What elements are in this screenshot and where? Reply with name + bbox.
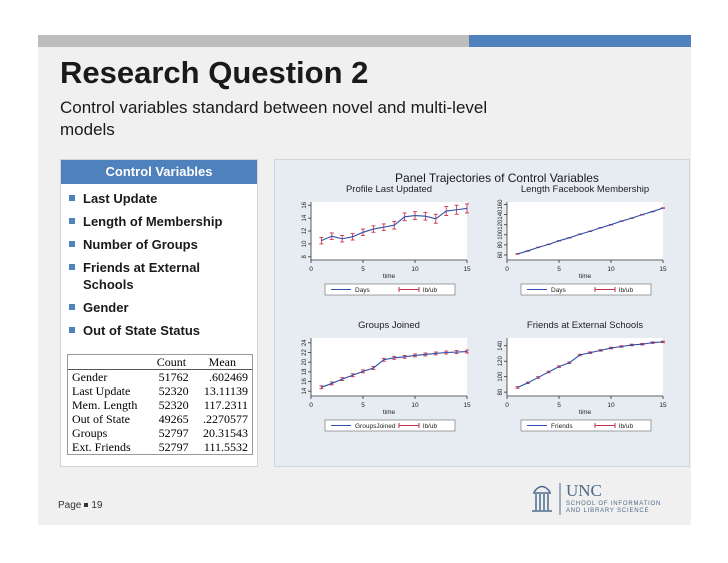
panel-title: Profile Last Updated xyxy=(345,184,433,195)
variable-cell: Out of State xyxy=(72,412,130,426)
y-tick-label: 80 xyxy=(498,388,504,396)
list-item-label: Length of Membership xyxy=(83,214,223,229)
y-tick-label: 12 xyxy=(302,227,308,235)
y-tick-label: 8 xyxy=(302,255,308,259)
legend-label: lb/ub xyxy=(423,287,438,294)
y-tick-label: 80 xyxy=(498,241,504,249)
list-item-label: Out of State Status xyxy=(83,323,201,338)
legend xyxy=(325,284,455,295)
y-tick-label: 100 xyxy=(498,371,504,382)
list-item-label: Friends at External Schools xyxy=(83,260,201,292)
logo-line1: SCHOOL OF INFORMATION xyxy=(566,501,662,507)
trajectories-chart-panel xyxy=(274,159,690,467)
y-tick-label: 14 xyxy=(302,214,308,222)
y-tick-label: 10 xyxy=(302,240,308,248)
control-variables-header: Control Variables xyxy=(61,160,257,184)
x-tick-label: 15 xyxy=(463,266,471,273)
control-variables-panel xyxy=(60,159,258,467)
x-tick-label: 15 xyxy=(659,266,667,273)
list-item xyxy=(61,190,233,207)
square-bullet-icon xyxy=(69,195,75,201)
y-tick-label: 18 xyxy=(302,368,308,376)
page-number: 19 xyxy=(91,500,103,511)
x-tick-label: 10 xyxy=(411,402,419,409)
y-tick-label: 140 xyxy=(498,340,504,351)
x-axis-label: time xyxy=(578,409,592,416)
x-tick-label: 0 xyxy=(505,402,509,409)
logo-line2: AND LIBRARY SCIENCE xyxy=(566,508,650,514)
x-tick-label: 5 xyxy=(557,266,561,273)
table-row xyxy=(68,440,252,454)
y-tick-label: 20 xyxy=(302,358,308,366)
list-item-label: Gender xyxy=(83,300,129,315)
mean-cell: 13.11139 xyxy=(203,384,248,398)
control-variables-list xyxy=(61,184,257,339)
logo-name: UNC xyxy=(566,481,602,500)
old-well-icon xyxy=(532,487,552,512)
y-tick-label: 16 xyxy=(302,201,308,209)
x-tick-label: 15 xyxy=(659,402,667,409)
table-row xyxy=(68,384,252,398)
x-tick-label: 5 xyxy=(361,402,365,409)
x-axis-label: time xyxy=(382,273,396,280)
x-tick-label: 10 xyxy=(607,402,615,409)
slide-subtitle: Control variables standard between novel and multi-level models xyxy=(60,98,488,139)
count-cell: 51762 xyxy=(158,370,189,384)
table-header-cell: Count xyxy=(150,355,193,370)
x-tick-label: 0 xyxy=(309,402,313,409)
chart-panel xyxy=(302,320,471,431)
y-tick-label: 140 xyxy=(498,209,504,220)
y-tick-label: 16 xyxy=(302,378,308,385)
y-tick-label: 60 xyxy=(498,251,504,259)
top-accent-bar xyxy=(38,35,691,47)
square-bullet-icon xyxy=(69,327,75,333)
variable-cell: Gender xyxy=(72,370,108,384)
table-header-row xyxy=(68,355,252,370)
page-label: Page xyxy=(58,500,82,511)
slide xyxy=(38,35,691,525)
x-tick-label: 5 xyxy=(361,266,365,273)
square-bullet-icon xyxy=(69,304,75,310)
plot-area xyxy=(507,338,663,396)
table-row xyxy=(68,426,252,440)
chart-panels xyxy=(302,184,667,431)
square-bullet-icon xyxy=(69,218,75,224)
legend-label: Days xyxy=(551,287,566,294)
separator-square-icon xyxy=(84,503,88,507)
legend xyxy=(325,420,455,431)
chart-panel xyxy=(498,320,667,431)
variable-cell: Groups xyxy=(72,426,108,440)
panel-title: Length Facebook Membership xyxy=(520,184,650,195)
y-tick-label: 24 xyxy=(302,339,308,347)
plot-area xyxy=(311,338,467,396)
list-item-label: Last Update xyxy=(83,191,158,206)
table-header-cell xyxy=(68,355,150,370)
count-cell: 52797 xyxy=(158,440,189,454)
table-header-cell: Mean xyxy=(193,355,252,370)
y-tick-label: 100 xyxy=(498,229,504,240)
variable-cell: Last Update xyxy=(72,384,131,398)
count-cell: 49265 xyxy=(158,412,189,426)
page-footer xyxy=(58,500,102,511)
legend-label: GroupsJoined xyxy=(355,423,396,430)
panel-title: Friends at External Schools xyxy=(526,320,644,331)
table-row xyxy=(68,370,252,385)
x-tick-label: 10 xyxy=(607,266,615,273)
square-bullet-icon xyxy=(69,241,75,247)
x-tick-label: 5 xyxy=(557,402,561,409)
legend-label: Friends xyxy=(551,423,573,430)
table-row xyxy=(68,412,252,426)
count-cell: 52320 xyxy=(158,398,189,412)
mean-cell: 20.31543 xyxy=(203,426,248,440)
legend-label: lb/ub xyxy=(619,287,634,294)
list-item-label: Number of Groups xyxy=(83,237,198,252)
plot-area xyxy=(507,202,663,260)
x-tick-label: 10 xyxy=(411,266,419,273)
chart-panel xyxy=(498,184,667,295)
legend-label: lb/ub xyxy=(619,423,634,430)
square-bullet-icon xyxy=(69,264,75,270)
x-tick-label: 0 xyxy=(505,266,509,273)
count-cell: 52797 xyxy=(158,426,189,440)
x-axis-label: time xyxy=(578,273,592,280)
list-item xyxy=(61,259,233,293)
y-tick-label: 14 xyxy=(302,387,308,395)
list-item xyxy=(61,299,233,316)
slide-title: Research Question 2 xyxy=(60,55,369,90)
y-tick-label: 160 xyxy=(498,199,504,210)
summary-stats-table xyxy=(67,354,253,455)
mean-cell: .2270577 xyxy=(203,412,248,426)
unc-sils-logo xyxy=(530,479,690,519)
chart-panel xyxy=(302,184,471,295)
mean-cell: 117.2311 xyxy=(203,398,248,412)
legend-label: Days xyxy=(355,287,370,294)
y-tick-label: 120 xyxy=(498,356,504,367)
legend xyxy=(521,420,651,431)
y-tick-label: 22 xyxy=(302,349,308,356)
variable-cell: Ext. Friends xyxy=(72,440,131,454)
count-cell: 52320 xyxy=(158,384,189,398)
x-tick-label: 0 xyxy=(309,266,313,273)
mean-cell: 111.5532 xyxy=(203,440,248,454)
trajectories-chart xyxy=(275,160,689,466)
x-tick-label: 15 xyxy=(463,402,471,409)
variable-cell: Mem. Length xyxy=(72,398,138,412)
table-row xyxy=(68,398,252,412)
y-tick-label: 120 xyxy=(498,219,504,230)
plot-area xyxy=(311,202,467,260)
list-item xyxy=(61,236,233,253)
mean-cell: .602469 xyxy=(209,370,248,384)
x-axis-label: time xyxy=(382,409,396,416)
list-item xyxy=(61,213,233,230)
legend xyxy=(521,284,651,295)
chart-title: Panel Trajectories of Control Variables xyxy=(395,171,599,185)
panel-title: Groups Joined xyxy=(358,320,420,331)
list-item xyxy=(61,322,233,339)
legend-label: lb/ub xyxy=(423,423,438,430)
